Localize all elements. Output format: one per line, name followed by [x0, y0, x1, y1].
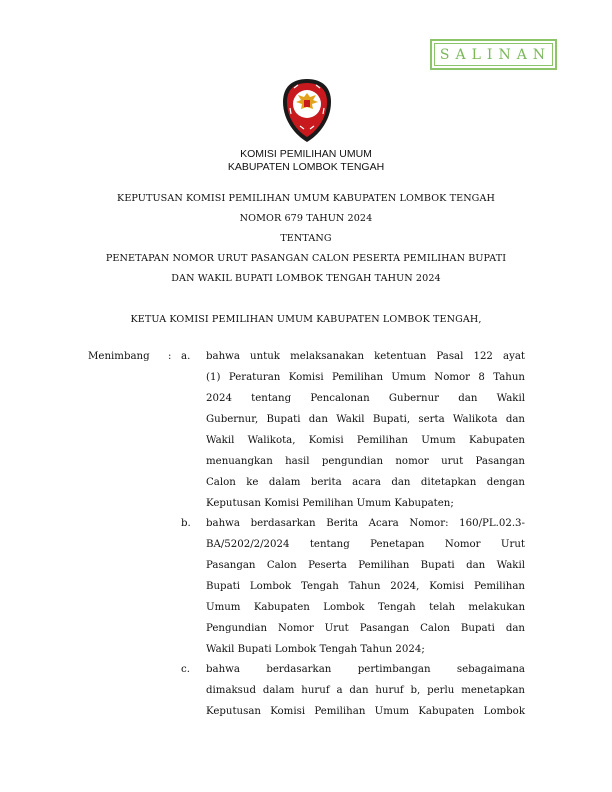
item-a-line: 2024 tentang Pencalonan Gubernur dan Wakil — [206, 393, 525, 404]
item-a-line: Gubernur, Bupati dan Wakil Bupati, serta Walikota dan — [206, 414, 525, 425]
item-a-line: Calon ke dalam berita acara dan ditetapkan dengan — [206, 477, 525, 488]
item-a-line: Keputusan Komisi Pemilihan Umum Kabupaten; — [206, 498, 454, 509]
kpu-logo-icon — [280, 78, 334, 144]
item-a-line: Wakil Walikota, Komisi Pemilihan Umum Kabupaten — [206, 435, 525, 446]
item-b-line: bahwa berdasarkan Berita Acara Nomor: 160/PL.02.3- — [206, 518, 525, 529]
item-a-line: bahwa untuk melaksanakan ketentuan Pasal 122 ayat — [206, 351, 525, 362]
decree-title-line1: KEPUTUSAN KOMISI PEMILIHAN UMUM KABUPATEN LOMBOK TENGAH — [117, 193, 495, 204]
item-b-letter: b. — [181, 518, 191, 529]
menimbang-label: Menimbang — [88, 351, 150, 362]
item-b-line: Pasangan Calon Peserta Pemilihan Bupati dan Wakil — [206, 560, 525, 571]
decree-subject-line1: PENETAPAN NOMOR URUT PASANGAN CALON PESERTA PEMILIHAN BUPATI — [105, 253, 507, 264]
item-a-line: menuangkan hasil pengundian nomor urut Pasangan — [206, 456, 525, 467]
decree-subject-line2: DAN WAKIL BUPATI LOMBOK TENGAH TAHUN 2024 — [171, 273, 441, 284]
item-a-letter: a. — [181, 351, 191, 362]
decree-number: NOMOR 679 TAHUN 2024 — [239, 213, 373, 224]
item-b-line: Umum Kabupaten Lombok Tengah telah melakukan — [206, 602, 525, 613]
salinan-stamp-label: SALINAN — [434, 43, 553, 66]
item-b-line: Wakil Bupati Lombok Tengah Tahun 2024; — [206, 644, 425, 655]
item-c-line: dimaksud dalam huruf a dan huruf b, perlu menetapkan — [206, 685, 525, 696]
menimbang-colon: : — [168, 351, 172, 362]
item-c-line: Keputusan Komisi Pemilihan Umum Kabupaten Lombok — [206, 706, 525, 717]
item-a-line: (1) Peraturan Komisi Pemilihan Umum Nomor 8 Tahun — [206, 372, 525, 383]
org-name-line1: KOMISI PEMILIHAN UMUM — [240, 148, 372, 160]
org-name-line2: KABUPATEN LOMBOK TENGAH — [227, 161, 385, 173]
item-b-line: Bupati Lombok Tengah Tahun 2024, Komisi Pemilihan — [206, 581, 525, 592]
salinan-stamp — [430, 39, 557, 70]
chairman-heading: KETUA KOMISI PEMILIHAN UMUM KABUPATEN LOMBOK TENGAH, — [130, 314, 482, 325]
item-b-line: Pengundian Nomor Urut Pasangan Calon Bupati dan — [206, 623, 525, 634]
item-b-line: BA/5202/2/2024 tentang Penetapan Nomor Urut — [206, 539, 525, 550]
decree-tentang: TENTANG — [280, 233, 332, 244]
item-c-letter: c. — [181, 664, 190, 675]
item-c-line: bahwa berdasarkan pertimbangan sebagaimana — [206, 664, 525, 675]
